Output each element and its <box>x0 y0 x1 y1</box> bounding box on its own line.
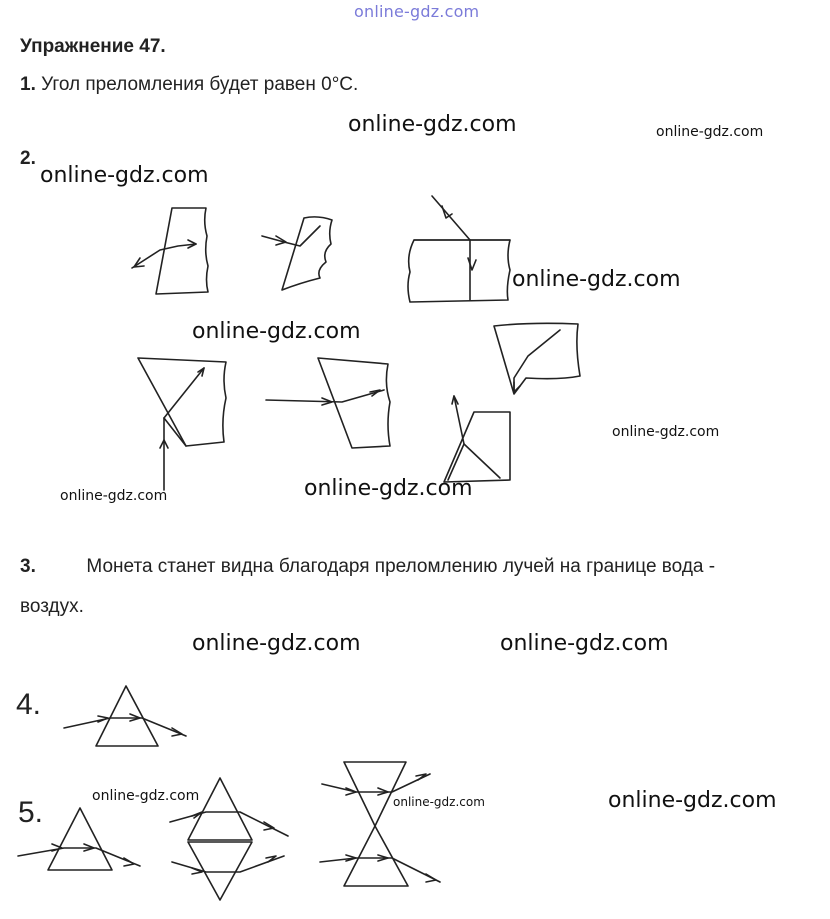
item2-diagram-prism-2 <box>266 358 390 448</box>
site-watermark-top: online-gdz.com <box>354 2 480 21</box>
item-1-text: Угол преломления будет равен 0°С. <box>41 74 359 95</box>
item-1-number: 1. <box>20 74 36 95</box>
watermark: online-gdz.com <box>192 319 361 344</box>
watermark: online-gdz.com <box>92 788 200 804</box>
watermark: online-gdz.com <box>656 124 764 140</box>
watermark: online-gdz.com <box>512 267 681 292</box>
item-3-text-line1: Монета станет видна благодаря преломлению лучей на границе вода - <box>86 556 716 577</box>
item5-prism-1 <box>18 808 140 870</box>
item-2-number: 2. <box>20 148 36 169</box>
item-3-text-line2: воздух. <box>20 596 84 617</box>
item-3-number: 3. <box>20 556 36 577</box>
item2-diagram-prism-3 <box>494 323 580 394</box>
item-5-number: 5. <box>18 796 44 829</box>
watermark: online-gdz.com <box>612 424 720 440</box>
item2-diagram-prism-1 <box>138 358 226 490</box>
item2-diagram-prism-4 <box>444 396 510 482</box>
watermark: online-gdz.com <box>60 488 168 504</box>
item5-prism-2 <box>170 778 288 900</box>
item2-diagram-slab-1 <box>132 208 208 294</box>
watermark: online-gdz.com <box>192 631 361 656</box>
exercise-title: Упражнение 47. <box>20 36 166 57</box>
item5-prism-3 <box>320 762 440 886</box>
watermark: online-gdz.com <box>608 788 777 813</box>
watermark: online-gdz.com <box>348 112 517 137</box>
watermark: online-gdz.com <box>500 631 669 656</box>
item2-diagram-slab-2 <box>262 217 332 290</box>
item2-diagram-block <box>408 196 510 302</box>
item-4-number: 4. <box>16 688 42 721</box>
watermark: online-gdz.com <box>40 163 209 188</box>
watermark: online-gdz.com <box>304 476 473 501</box>
item4-prism <box>64 686 186 746</box>
watermark: online-gdz.com <box>393 795 485 809</box>
